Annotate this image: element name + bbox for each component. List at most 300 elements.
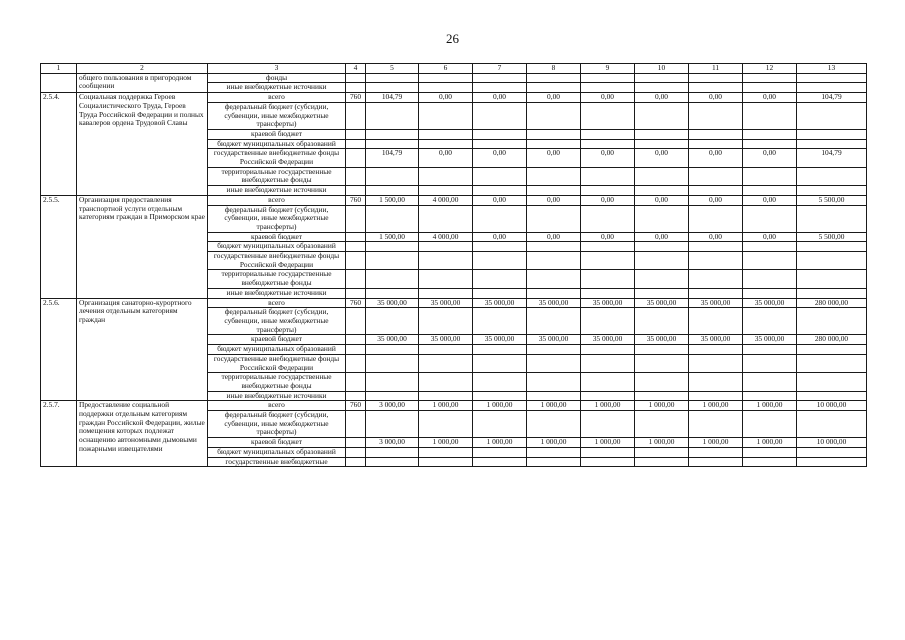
amount-cell [797,345,867,355]
amount-cell [797,205,867,232]
amount-cell [366,139,419,149]
amount-cell [527,288,581,298]
amount-cell [473,186,527,196]
amount-cell [527,186,581,196]
amount-cell [689,167,743,185]
amount-cell [797,252,867,270]
amount-cell [635,242,689,252]
amount-cell: 4 000,00 [419,195,473,205]
amount-cell: 3 000,00 [366,401,419,411]
amount-cell [581,391,635,401]
amount-cell [743,457,797,467]
amount-cell [527,345,581,355]
budget-code [346,186,366,196]
amount-cell: 1 000,00 [743,401,797,411]
amount-cell [366,447,419,457]
amount-cell [366,391,419,401]
column-header: 12 [743,64,797,74]
funding-source: государственные внебюджетные фонды Российской Федерации [208,149,346,167]
amount-cell [419,308,473,335]
budget-code [346,129,366,139]
funding-source: государственные внебюджетные фонды Российской Федерации [208,354,346,372]
amount-cell: 1 000,00 [419,438,473,448]
amount-cell [366,102,419,129]
funding-source: территориальные государственные внебюджетные фонды [208,373,346,391]
amount-cell: 104,79 [797,149,867,167]
amount-cell: 0,00 [473,195,527,205]
amount-cell [581,167,635,185]
amount-cell [797,242,867,252]
funding-source: иные внебюджетные источники [208,288,346,298]
funding-source: государственные внебюджетные [208,457,346,467]
amount-cell [473,411,527,438]
budget-code [346,411,366,438]
amount-cell: 0,00 [581,232,635,242]
amount-cell: 35 000,00 [473,298,527,308]
amount-cell [797,288,867,298]
funding-source: краевой бюджет [208,129,346,139]
amount-cell [635,308,689,335]
budget-code [346,83,366,93]
row-index: 2.5.7. [41,401,77,467]
measure-name: Организация санаторно-курортного лечения отдельным категориям граждан [77,298,208,401]
amount-cell [581,242,635,252]
amount-cell [527,102,581,129]
amount-cell [366,186,419,196]
amount-cell [527,242,581,252]
amount-cell: 0,00 [743,195,797,205]
amount-cell [419,186,473,196]
amount-cell [635,102,689,129]
funding-source: иные внебюджетные источники [208,186,346,196]
amount-cell [581,83,635,93]
amount-cell: 35 000,00 [527,298,581,308]
budget-code [346,354,366,372]
amount-cell [689,252,743,270]
amount-cell [473,242,527,252]
amount-cell [743,411,797,438]
amount-cell [581,288,635,298]
amount-cell [419,73,473,83]
budget-code: 760 [346,195,366,205]
amount-cell [473,129,527,139]
amount-cell [366,288,419,298]
amount-cell: 1 000,00 [473,438,527,448]
amount-cell [689,411,743,438]
funding-source: бюджет муниципальных образований [208,139,346,149]
amount-cell [366,205,419,232]
budget-code [346,149,366,167]
column-header: 8 [527,64,581,74]
column-header: 4 [346,64,366,74]
amount-cell: 104,79 [366,93,419,103]
amount-cell: 35 000,00 [689,335,743,345]
amount-cell [473,83,527,93]
amount-cell [797,457,867,467]
amount-cell [527,205,581,232]
funding-source: всего [208,401,346,411]
amount-cell: 1 000,00 [635,401,689,411]
amount-cell [473,167,527,185]
amount-cell [366,457,419,467]
budget-code [346,335,366,345]
amount-cell [689,205,743,232]
amount-cell [366,345,419,355]
amount-cell [743,391,797,401]
amount-cell [689,391,743,401]
amount-cell [473,205,527,232]
header-row [41,64,867,74]
table-row [41,93,867,103]
amount-cell [527,373,581,391]
amount-cell [797,186,867,196]
measure-name: Организация предоставления транспортной услуги отдельным категориям граждан в Приморском крае [77,195,208,298]
amount-cell: 35 000,00 [743,335,797,345]
amount-cell: 1 000,00 [581,401,635,411]
funding-source: бюджет муниципальных образований [208,345,346,355]
amount-cell: 0,00 [689,93,743,103]
amount-cell: 0,00 [419,149,473,167]
amount-cell [635,205,689,232]
funding-source: государственные внебюджетные фонды Российской Федерации [208,252,346,270]
amount-cell [419,288,473,298]
amount-cell [581,73,635,83]
amount-cell [473,391,527,401]
amount-cell [743,447,797,457]
amount-cell [581,205,635,232]
amount-cell [689,73,743,83]
funding-source: краевой бюджет [208,335,346,345]
amount-cell: 35 000,00 [581,298,635,308]
funding-source: бюджет муниципальных образований [208,242,346,252]
amount-cell [527,308,581,335]
amount-cell: 0,00 [743,149,797,167]
amount-cell [366,354,419,372]
funding-source: территориальные государственные внебюджетные фонды [208,270,346,288]
funding-source: бюджет муниципальных образований [208,447,346,457]
amount-cell [581,139,635,149]
budget-code [346,139,366,149]
amount-cell [635,186,689,196]
amount-cell [635,447,689,457]
column-header: 9 [581,64,635,74]
column-header: 10 [635,64,689,74]
amount-cell [743,242,797,252]
amount-cell [527,129,581,139]
amount-cell [635,167,689,185]
budget-code [346,438,366,448]
funding-source: всего [208,93,346,103]
amount-cell: 35 000,00 [743,298,797,308]
amount-cell [689,139,743,149]
amount-cell [366,73,419,83]
amount-cell: 0,00 [527,93,581,103]
budget-code [346,308,366,335]
amount-cell [635,354,689,372]
column-header: 1 [41,64,77,74]
amount-cell [743,288,797,298]
budget-code: 760 [346,401,366,411]
amount-cell [797,270,867,288]
amount-cell [473,354,527,372]
amount-cell: 5 500,00 [797,195,867,205]
amount-cell: 0,00 [635,149,689,167]
amount-cell [797,83,867,93]
amount-cell: 35 000,00 [635,335,689,345]
amount-cell [419,373,473,391]
amount-cell [743,186,797,196]
amount-cell [797,447,867,457]
amount-cell [366,373,419,391]
amount-cell: 0,00 [473,232,527,242]
amount-cell: 0,00 [689,149,743,167]
amount-cell [419,205,473,232]
column-header: 7 [473,64,527,74]
amount-cell: 280 000,00 [797,335,867,345]
amount-cell: 0,00 [743,232,797,242]
amount-cell [527,411,581,438]
amount-cell [743,73,797,83]
amount-cell [689,354,743,372]
amount-cell [527,270,581,288]
amount-cell [689,83,743,93]
funding-source: иные внебюджетные источники [208,391,346,401]
amount-cell [581,186,635,196]
amount-cell [473,139,527,149]
funding-source: федеральный бюджет (субсидии, субвенции, иные межбюджетные трансферты) [208,308,346,335]
amount-cell [797,411,867,438]
funding-source: краевой бюджет [208,438,346,448]
amount-cell [366,411,419,438]
budget-code [346,167,366,185]
amount-cell [797,354,867,372]
funding-source: краевой бюджет [208,232,346,242]
amount-cell [366,83,419,93]
amount-cell [581,457,635,467]
funding-source: иные внебюджетные источники [208,83,346,93]
amount-cell [581,270,635,288]
budget-code [346,373,366,391]
amount-cell: 35 000,00 [635,298,689,308]
amount-cell: 0,00 [473,149,527,167]
budget-code [346,288,366,298]
amount-cell: 0,00 [635,93,689,103]
amount-cell: 0,00 [689,195,743,205]
amount-cell [797,139,867,149]
amount-cell [689,288,743,298]
budget-code: 760 [346,93,366,103]
amount-cell: 5 500,00 [797,232,867,242]
budget-code [346,270,366,288]
amount-cell [743,252,797,270]
amount-cell: 35 000,00 [581,335,635,345]
amount-cell [527,83,581,93]
amount-cell [473,345,527,355]
amount-cell: 0,00 [419,93,473,103]
amount-cell: 35 000,00 [419,335,473,345]
amount-cell [689,102,743,129]
amount-cell [419,242,473,252]
amount-cell [473,288,527,298]
amount-cell [527,139,581,149]
amount-cell [527,354,581,372]
amount-cell [635,83,689,93]
amount-cell [743,354,797,372]
amount-cell [797,129,867,139]
budget-code [346,73,366,83]
amount-cell [581,447,635,457]
amount-cell: 0,00 [581,93,635,103]
amount-cell: 0,00 [581,195,635,205]
amount-cell: 104,79 [797,93,867,103]
budget-code [346,102,366,129]
column-header: 11 [689,64,743,74]
amount-cell: 1 000,00 [419,401,473,411]
amount-cell [797,73,867,83]
amount-cell: 35 000,00 [527,335,581,345]
amount-cell [635,391,689,401]
funding-source: федеральный бюджет (субсидии, субвенции, иные межбюджетные трансферты) [208,102,346,129]
amount-cell: 1 000,00 [581,438,635,448]
column-header: 6 [419,64,473,74]
amount-cell [366,129,419,139]
amount-cell [366,308,419,335]
amount-cell [689,447,743,457]
amount-cell [635,252,689,270]
amount-cell: 35 000,00 [366,335,419,345]
budget-code [346,391,366,401]
amount-cell [689,270,743,288]
measure-name: Предоставление социальной поддержки отдельным категориям граждан Российской Федерации, жилые помещения которых подлежат оснащению автономными дымовыми пожарными извещателями [77,401,208,467]
amount-cell [581,252,635,270]
amount-cell [581,411,635,438]
amount-cell [635,129,689,139]
amount-cell: 1 500,00 [366,195,419,205]
amount-cell: 1 000,00 [527,401,581,411]
page-number: 26 [446,31,459,46]
amount-cell: 4 000,00 [419,232,473,242]
column-header: 3 [208,64,346,74]
budget-code [346,457,366,467]
amount-cell [419,391,473,401]
amount-cell [635,411,689,438]
amount-cell: 0,00 [743,93,797,103]
amount-cell: 35 000,00 [473,335,527,345]
amount-cell: 280 000,00 [797,298,867,308]
amount-cell: 3 000,00 [366,438,419,448]
amount-cell [473,373,527,391]
amount-cell: 10 000,00 [797,438,867,448]
measure-name: Социальная поддержка Героев Социалистического Труда, Героев Труда Российской Федерации и полных кавалеров ордена Трудовой Славы [77,93,208,196]
amount-cell [689,129,743,139]
amount-cell [581,373,635,391]
measure-name: общего пользования в пригородном сообщении [77,73,208,92]
amount-cell: 0,00 [581,149,635,167]
amount-cell: 1 000,00 [689,438,743,448]
amount-cell [635,373,689,391]
amount-cell [527,167,581,185]
amount-cell [366,167,419,185]
amount-cell [419,345,473,355]
amount-cell [797,373,867,391]
amount-cell [743,205,797,232]
budget-code: 760 [346,298,366,308]
row-index [41,73,77,92]
amount-cell: 35 000,00 [419,298,473,308]
table-row [41,73,867,83]
funding-source: всего [208,298,346,308]
amount-cell [635,139,689,149]
amount-cell [419,83,473,93]
amount-cell [419,252,473,270]
amount-cell [527,447,581,457]
amount-cell [689,242,743,252]
amount-cell: 1 000,00 [635,438,689,448]
funding-source: федеральный бюджет (субсидии, субвенции, иные межбюджетные трансферты) [208,205,346,232]
amount-cell [689,457,743,467]
amount-cell: 0,00 [689,232,743,242]
amount-cell: 0,00 [527,195,581,205]
amount-cell [689,186,743,196]
funding-source: всего [208,195,346,205]
amount-cell [527,391,581,401]
amount-cell [473,270,527,288]
amount-cell [743,139,797,149]
budget-code [346,242,366,252]
amount-cell [743,308,797,335]
amount-cell [473,447,527,457]
amount-cell [689,345,743,355]
row-index: 2.5.4. [41,93,77,196]
amount-cell [581,345,635,355]
budget-code [346,232,366,242]
amount-cell [689,308,743,335]
amount-cell [473,457,527,467]
amount-cell [473,73,527,83]
amount-cell: 0,00 [527,232,581,242]
amount-cell [419,139,473,149]
amount-cell: 35 000,00 [689,298,743,308]
amount-cell [797,391,867,401]
row-index: 2.5.6. [41,298,77,401]
amount-cell [419,411,473,438]
amount-cell [527,457,581,467]
amount-cell [366,242,419,252]
amount-cell [743,270,797,288]
amount-cell [743,83,797,93]
budget-code [346,205,366,232]
amount-cell [527,73,581,83]
amount-cell: 0,00 [635,232,689,242]
amount-cell [635,345,689,355]
amount-cell: 104,79 [366,149,419,167]
amount-cell [419,354,473,372]
amount-cell [473,102,527,129]
table-row [41,298,867,308]
funding-source: фонды [208,73,346,83]
amount-cell: 1 000,00 [527,438,581,448]
amount-cell [635,73,689,83]
amount-cell: 1 000,00 [743,438,797,448]
row-index: 2.5.5. [41,195,77,298]
amount-cell [581,308,635,335]
amount-cell: 10 000,00 [797,401,867,411]
amount-cell: 0,00 [473,93,527,103]
funding-source: территориальные государственные внебюджетные фонды [208,167,346,185]
amount-cell [743,345,797,355]
amount-cell [581,129,635,139]
amount-cell [366,252,419,270]
